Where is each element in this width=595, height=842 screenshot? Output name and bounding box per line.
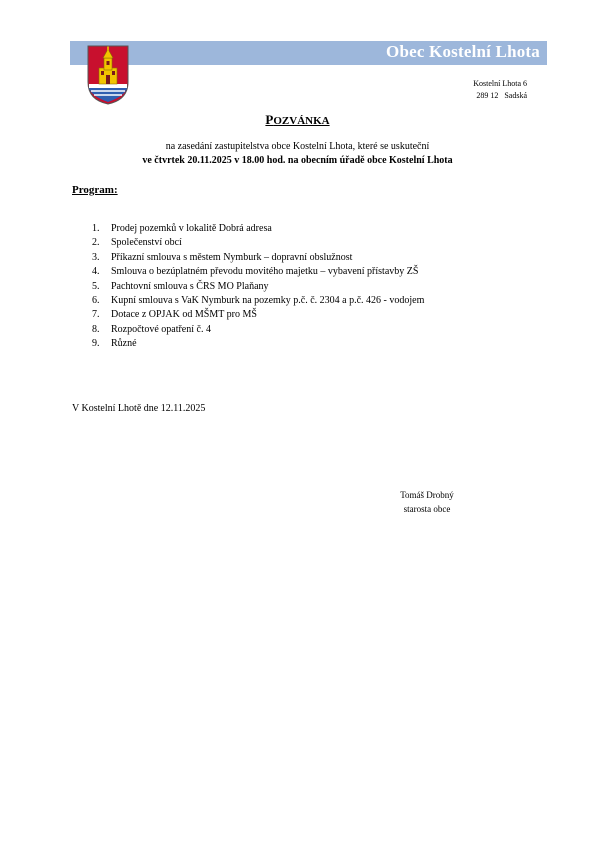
invitation-text: [0, 140, 595, 168]
title-initial: P: [265, 112, 274, 127]
municipality-name: Obec Kostelní Lhota: [386, 42, 540, 61]
title-rest: OZVÁNKA: [273, 115, 330, 127]
item-number: 1.: [92, 223, 100, 234]
item-text: Společenství obcí: [111, 237, 182, 249]
item-number: 9.: [92, 338, 100, 350]
list-item: [92, 265, 424, 279]
agenda-list: [92, 222, 424, 352]
signature-block: [372, 488, 482, 516]
item-number: 7.: [92, 309, 100, 321]
item-text: Různé: [111, 338, 137, 350]
intro-line: na zasedání zastupitelstva obce Kostelní Lhota, které se uskuteční: [165, 141, 430, 152]
item-number: 4.: [92, 266, 100, 278]
program-heading: Program:: [72, 184, 118, 196]
list-item: [92, 280, 424, 294]
item-text: Dotace z OPJAK od MŠMT pro MŠ: [111, 309, 257, 321]
item-number: 6.: [92, 295, 100, 307]
item-text: Příkazní smlouva s městem Nymburk – dopravní obslužnost: [111, 251, 353, 263]
item-number: 5.: [92, 280, 100, 292]
item-text: Pachtovní smlouva s ČRS MO Plaňany: [111, 280, 269, 292]
list-item: [92, 222, 424, 236]
list-item: [92, 294, 424, 308]
item-text: Kupní smlouva s VaK Nymburk na pozemky p.č. č. 2304 a p.č. 426 - vodojem: [111, 295, 425, 307]
list-item: [92, 323, 424, 337]
meeting-datetime: ve čtvrtek 20.11.2025 v 18.00 hod. na obecním úřadě obce Kostelní Lhota: [142, 155, 453, 166]
header-bar: [70, 41, 547, 65]
signatory-name: Tomáš Drobný: [400, 490, 454, 500]
address-line: Kostelní Lhota 6: [473, 79, 527, 88]
item-number: 8.: [92, 323, 100, 335]
document-title: [0, 112, 595, 128]
item-text: Rozpočtové opatření č. 4: [111, 323, 211, 335]
item-number: 2.: [92, 237, 100, 249]
list-item: [92, 236, 424, 250]
list-item: [92, 308, 424, 322]
list-item: [92, 251, 424, 265]
list-item: [92, 337, 424, 351]
place-and-date: V Kostelní Lhotě dne 12.11.2025: [72, 403, 206, 414]
item-number: 3.: [92, 251, 100, 263]
coat-of-arms-icon: [86, 44, 130, 106]
item-text: Smlouva o bezúplatném převodu movitého majetku – vybavení přístavby ZŠ: [111, 266, 419, 278]
item-text: Prodej pozemků v lokalitě Dobrá adresa: [111, 223, 272, 234]
address-block: [473, 78, 527, 102]
signatory-role: starosta obce: [403, 504, 451, 514]
address-line: 289 12 Sadská: [476, 91, 527, 100]
